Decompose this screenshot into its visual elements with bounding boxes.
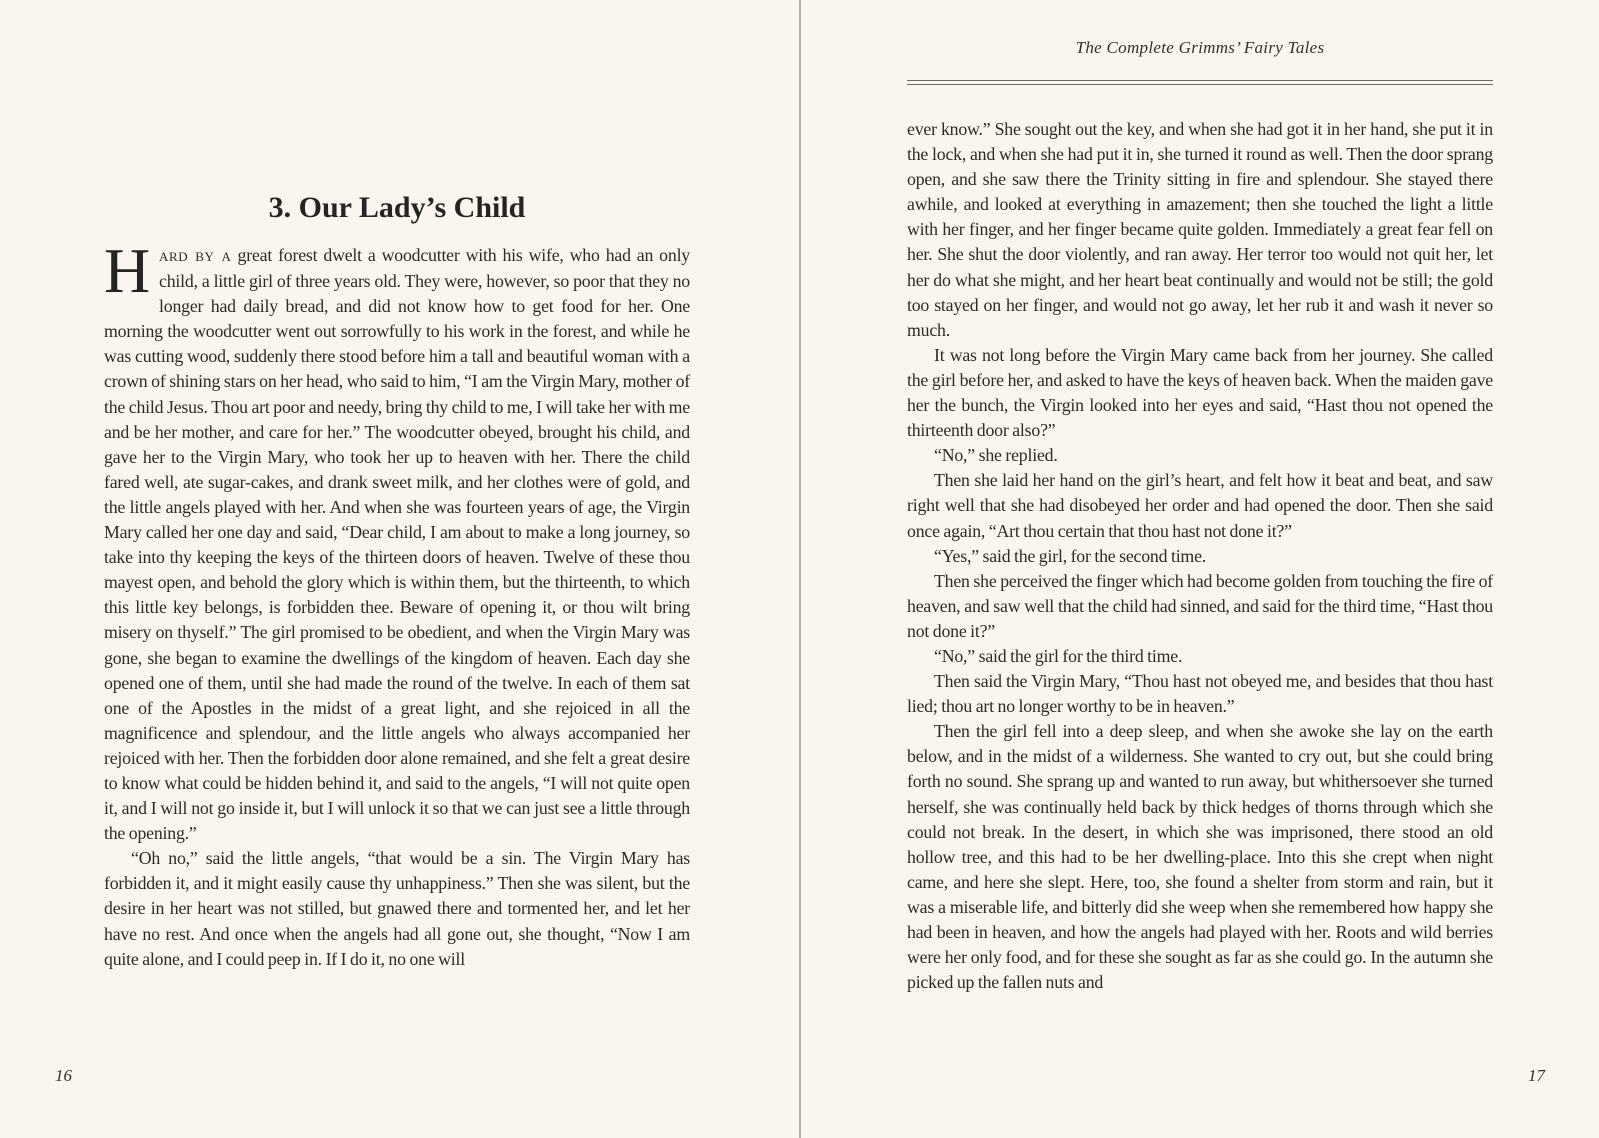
paragraph: “Yes,” said the girl, for the second time. <box>934 545 1207 566</box>
paragraph-text: great forest dwelt a woodcutter with his wife, who had an only child, a little girl of three years old. They were, however, so poor that they no longer had daily bread, and did not know how to get food for her. One morning the woodcutter went out sorrowfully to his work in the forest, and while he was cutting wood, suddenly there stood before him a tall and beautiful woman with a crown of shining stars on her head, who said to him, “I am the Virgin Mary, mother of the child Jesus. Thou art poor and needy, bring thy child to me, I will take her with me and be her mother, and care for her.” The woodcutter obeyed, brought his child, and gave her to the Virgin Mary, who took her up to heaven with her. There the child fared well, ate sugar-cakes, and drank sweet milk, and her clothes were of gold, and the little angels played with her. And when she was fourteen years of age, the Virgin Mary called her one day and said, “Dear child, I am about to make a long journey, so take into thy keeping the keys of the thirteen doors of heaven. Twelve of these thou mayest open, and behold the glory which is within them, but the thirteenth, to which this little key belongs, is forbidden thee. Beware of opening it, or thou wilt bring misery on thyself.” The girl promised to be obedient, and when the Virgin Mary was gone, she began to examine the dwellings of the kingdom of heaven. Each day she opened one of them, until she had made the round of the twelve. In each of them sat one of the Apostles in the midst of a great light, and she rejoiced in all the magnificence and splendour, and the little angels who always accompanied her rejoiced with her. Then the forbidden door alone remained, and she felt a great desire to know what could be hidden behind it, and said to the angels, “I will not quite open it, and I will not go inside it, but I will unlock it so that we can just see a little through the opening.” <box>104 245 690 844</box>
page-gutter-divider <box>799 0 801 1138</box>
header-double-rule <box>907 80 1493 85</box>
page-number-left: 16 <box>55 1066 72 1085</box>
right-page-text-column <box>907 117 1493 995</box>
paragraph: It was not long before the Virgin Mary came back from her journey. She called the girl before her, and asked to have the keys of heaven back. When the maiden gave her the bunch, the Virgin looked into her eyes and said, “Hast thou not opened the thirteenth door also?” <box>907 344 1493 441</box>
running-header: The Complete Grimms’ Fairy Tales <box>1075 38 1325 57</box>
paragraph: ever know.” She sought out the key, and when she had got it in her hand, she put it in the lock, and when she had put it in, she turned it round as well. Then the door sprang open, and she saw there the Trinity sitting in fire and splendour. She stayed there awhile, and looked at everything in amazement; then she touched the light a little with her finger, and her finger became quite golden. Immediately a great fear fell on her. She shut the door violently, and ran away. Her terror too would not quit her, let her do what she might, and her heart beat continually and would not be still; the gold too stayed on her finger, and would not go away, let her rub it and wash it never so much. <box>907 119 1493 340</box>
paragraph: “No,” she replied. <box>934 445 1058 466</box>
paragraph: Then she perceived the finger which had become golden from touching the fire of heaven, and saw well that the child had sinned, and said for the third time, “Hast thou not done it?” <box>907 570 1493 641</box>
chapter-title: 3. Our Lady’s Child <box>268 191 526 225</box>
paragraph <box>104 235 690 846</box>
paragraph: “Oh no,” said the little angels, “that would be a sin. The Virgin Mary has forbidden it, and it might easily cause thy unhappiness.” Then she was silent, but the desire in her heart was not stilled, but gnawed there and tormented her, and let her have no rest. And once when the angels had all gone out, she thought, “Now I am quite alone, and I could peep in. If I do it, no one will <box>104 848 690 969</box>
drop-cap: H <box>104 235 151 306</box>
small-caps-lead: ard by a <box>159 246 232 266</box>
paragraph: Then the girl fell into a deep sleep, and when she awoke she lay on the earth below, and in the midst of a wilderness. She wanted to cry out, but she could bring forth no sound. She sprang up and wanted to run away, but whithersoever she turned herself, she was continually held back by thick hedges of thorns through which she could not break. In the desert, in which she was imprisoned, there stood an old hollow tree, and this had to be her dwelling-place. Into this she crept when night came, and here she slept. Here, too, she found a shelter from storm and rain, but it was a miserable life, and bitterly did she weep when she remembered how happy she had been in heaven, and how the angels had played with her. Roots and wild berries were her only food, and for these she sought as far as she could go. In the autumn she picked up the fallen nuts and <box>907 721 1493 993</box>
paragraph: Then said the Virgin Mary, “Thou hast not obeyed me, and besides that thou hast lied; thou art no longer worthy to be in heaven.” <box>907 671 1493 717</box>
paragraph: “No,” said the girl for the third time. <box>934 645 1183 666</box>
left-page-text-column <box>104 235 690 972</box>
page-number-right: 17 <box>1528 1066 1545 1085</box>
paragraph: Then she laid her hand on the girl’s heart, and felt how it beat and beat, and saw right well that she had disobeyed her order and had opened the door. Then she said once again, “Art thou certain that thou hast not done it?” <box>907 470 1493 541</box>
